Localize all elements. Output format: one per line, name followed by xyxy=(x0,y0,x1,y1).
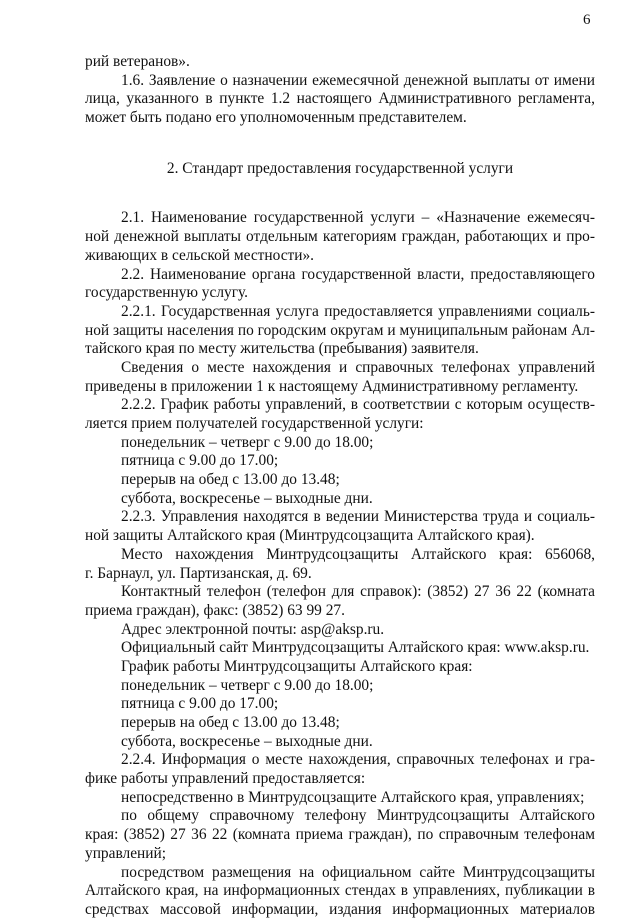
text-line: 2.1. Наименование государственной услуги – «Назначение ежемесяч- xyxy=(121,209,595,227)
text-line: пятница с 9.00 до 17.00; xyxy=(121,452,279,470)
text-line: 2.2.3. Управления находятся в ведении Министерства труда и социаль- xyxy=(121,508,595,526)
text-line: приведены в приложении 1 к настоящему Административному регламенту. xyxy=(85,377,579,395)
text-line: Адрес электронной почты: asp@aksp.ru. xyxy=(121,620,385,638)
text-line: понедельник – четверг с 9.00 до 18.00; xyxy=(121,433,374,451)
text-line: г. Барнаул, ул. Партизанская, д. 69. xyxy=(85,564,312,582)
text-line: 2.2.4. Информация о месте нахождения, справочных телефонах и гра- xyxy=(121,751,595,769)
text-line: живающих в сельской местности». xyxy=(85,246,315,264)
text-line: может быть подано его уполномоченным представителем. xyxy=(85,109,467,127)
text-line: 2.2.1. Государственная услуга предоставляется управлениями социаль- xyxy=(121,302,595,320)
page-number: 6 xyxy=(583,12,591,28)
text-line: непосредственно в Минтрудсоцзащите Алтайского края, управлениях; xyxy=(121,788,585,806)
text-line: государственную услугу. xyxy=(85,284,249,302)
text-line: Официальный сайт Минтрудсоцзащиты Алтайского края: www.aksp.ru. xyxy=(121,639,590,657)
text-line: ной защиты населения по городским округам и муниципальным районам Ал- xyxy=(85,321,595,339)
text-line: 2.2. Наименование органа государственной власти, предоставляющего xyxy=(121,265,595,283)
text-line: График работы Минтрудсоцзащиты Алтайского края: xyxy=(121,657,473,675)
text-line: по общему справочному телефону Минтрудсоцзащиты Алтайского xyxy=(121,807,595,825)
text-line: управлений; xyxy=(85,844,167,862)
text-line: рий ветеранов». xyxy=(85,53,190,70)
text-line: Алтайского края, на информационных стендах в управлениях, публикации в xyxy=(85,882,595,900)
text-line: Место нахождения Минтрудсоцзащиты Алтайского края: 656068, xyxy=(121,545,595,563)
text-line: тайского края по месту жительства (пребывания) заявителя. xyxy=(85,340,479,358)
text-line: перерыв на обед с 13.00 до 13.48; xyxy=(121,471,340,489)
text-line: суббота, воскресенье – выходные дни. xyxy=(121,732,373,750)
text-line: ной денежной выплаты отдельным категориям граждан, работающих и про- xyxy=(85,228,595,246)
text-line: лица, указанного в пункте 1.2 настоящего Административного регламента, xyxy=(85,90,595,108)
text-line: понедельник – четверг с 9.00 до 18.00; xyxy=(121,676,374,694)
text-line: перерыв на обед с 13.00 до 13.48; xyxy=(121,714,340,732)
document-body xyxy=(85,53,595,920)
text-line: фике работы управлений предоставляется: xyxy=(85,770,366,788)
text-line: приема граждан), факс: (3852) 63 99 27. xyxy=(85,601,345,619)
text-line: ляется прием получателей государственной услуги: xyxy=(85,415,424,433)
text-line: ной защиты Алтайского края (Минтрудсоцзащита Алтайского края). xyxy=(85,527,535,545)
text-line: Контактный телефон (телефон для справок): (3852) 27 36 22 (комната xyxy=(121,583,595,601)
text-line: 1.6. Заявление о назначении ежемесячной денежной выплаты от имени xyxy=(121,71,595,89)
text-line: Сведения о месте нахождения и справочных телефонах управлений xyxy=(121,358,595,376)
text-line: пятница с 9.00 до 17.00; xyxy=(121,695,279,713)
section-heading: 2. Стандарт предоставления государственной услуги xyxy=(166,159,514,177)
text-line: средствах массовой информации, издания информационных материалов xyxy=(85,900,595,918)
text-line: края: (3852) 27 36 22 (комната приема граждан), по справочным телефонам xyxy=(85,826,595,844)
text-line: суббота, воскресенье – выходные дни. xyxy=(121,489,373,507)
text-line: 2.2.2. График работы управлений, в соответствии с которым осуществ- xyxy=(121,396,595,414)
text-line: посредством размещения на официальном сайте Минтрудсоцзащиты xyxy=(121,863,595,881)
